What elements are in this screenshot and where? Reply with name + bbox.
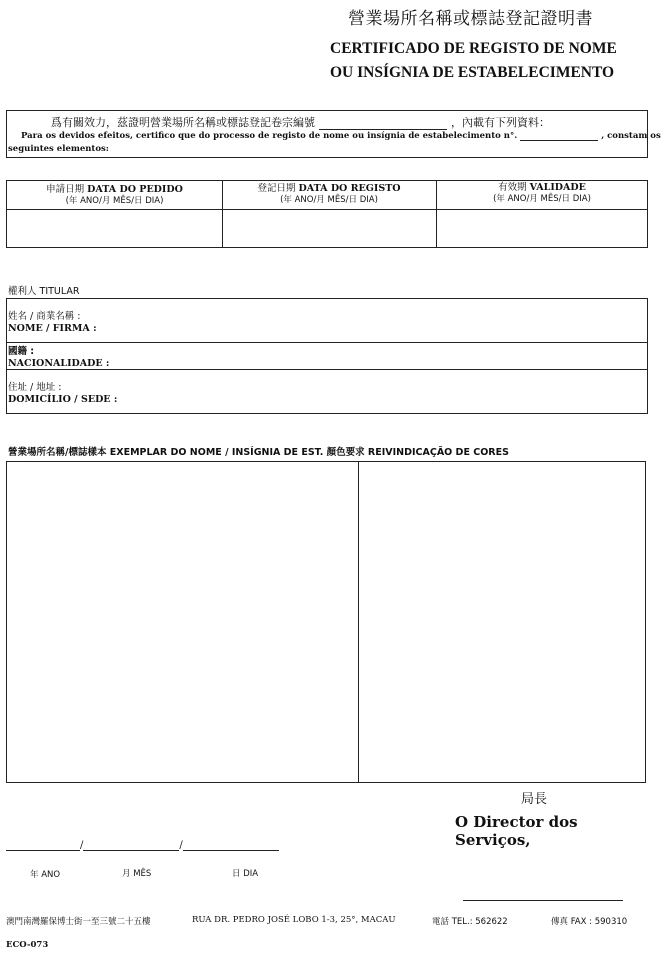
nationality-field: 國籍 : NACIONALIDADE :: [8, 346, 110, 369]
dates-table: [6, 180, 648, 248]
intro-portuguese-suffix: , constam os: [601, 131, 661, 141]
intro-chinese: [51, 114, 550, 130]
footer-fax: 傳真 FAX : 590310: [551, 917, 628, 927]
day-blank: [183, 850, 279, 851]
specimen-box: [6, 461, 646, 783]
form-code: ECO-073: [6, 940, 49, 950]
year-blank: [6, 850, 80, 851]
year-label: 年 ANO: [30, 870, 61, 880]
domicile-field: 住址 / 地址 : DOMICÍLIO / SEDE :: [8, 382, 118, 405]
intro-chinese-suffix: ，內載有下列資料：: [451, 116, 550, 129]
validity-header: 有效期 VALIDADE (年 ANO/月 MÊS/日 DIA): [493, 182, 591, 204]
title-chinese: 營業場所名稱或標誌登記證明書: [348, 9, 593, 29]
title-portuguese-line1: CERTIFICADO DE REGISTO DE NOME: [330, 40, 617, 57]
file-number-blank: [319, 129, 447, 130]
holder-heading: 權利人 TITULAR: [8, 286, 80, 297]
footer-telephone: 電話 TEL.: 562622: [432, 917, 508, 927]
holder-divider-1: [7, 342, 647, 343]
color-claim-area: [359, 462, 645, 782]
intro-chinese-prefix: 爲有關效力，茲證明營業場所名稱或標誌登記卷宗編號: [51, 116, 315, 129]
intro-box: [6, 110, 661, 158]
director-title-portuguese: O Director dos Serviços,: [455, 813, 578, 849]
intro-portuguese: [21, 131, 661, 141]
date-line: / /: [6, 840, 279, 851]
signature-line: [463, 900, 623, 901]
day-label: 日 DIA: [232, 869, 259, 879]
process-number-blank: [520, 140, 598, 141]
footer-address-chinese: 澳門南灣羅保博士街一至三號二十五樓: [6, 917, 151, 927]
intro-portuguese-prefix: Para os devidos efeitos, certifico que do processo de registo de nome ou insígnia de estabelecimento n°.: [21, 131, 518, 141]
title-portuguese-line2: OU INSÍGNIA DE ESTABELECIMENTO: [330, 64, 615, 81]
name-insignia-specimen-area: [7, 462, 358, 782]
holder-table: [6, 298, 648, 414]
month-blank: [83, 850, 179, 851]
director-title-chinese: 局長: [521, 792, 548, 807]
dates-header-divider: [7, 209, 647, 210]
date-of-request-header: 申請日期 DATA DO PEDIDO (年 ANO/月 MÊS/日 DIA): [46, 184, 183, 206]
specimen-heading: 營業場所名稱/標誌樣本 EXEMPLAR DO NOME / INSÍGNIA DE EST. 顏色要求 REIVINDICAÇÃO DE CORES: [8, 447, 509, 458]
date-of-registration-header: 登記日期 DATA DO REGISTO (年 ANO/月 MÊS/日 DIA): [257, 183, 401, 205]
intro-portuguese-line2: seguintes elementos:: [8, 144, 109, 154]
footer-address-portuguese: RUA DR. PEDRO JOSÉ LOBO 1-3, 25°, MACAU: [192, 915, 396, 925]
month-label: 月 MÊS: [122, 869, 152, 879]
name-field: 姓名 / 商業名稱 : NOME / FIRMA :: [8, 311, 97, 334]
